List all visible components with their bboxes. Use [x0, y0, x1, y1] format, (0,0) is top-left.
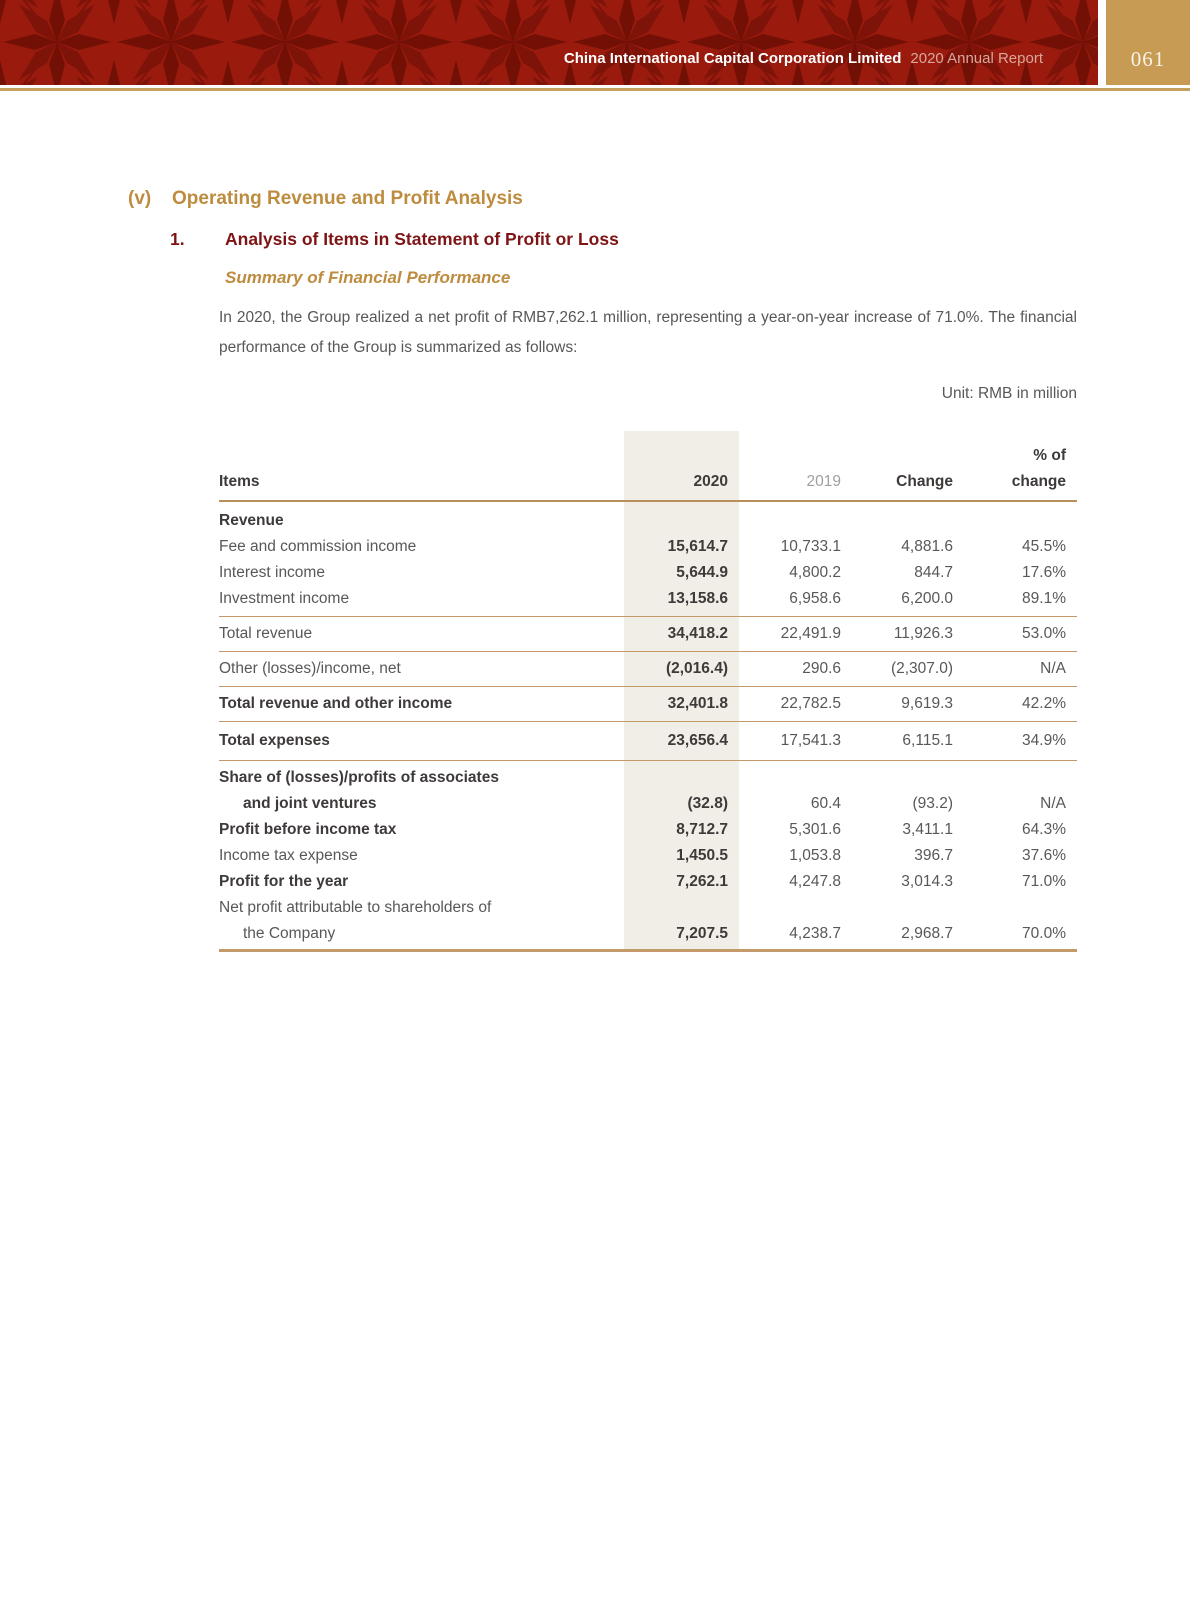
value-change: (2,307.0) [890, 660, 953, 677]
value-2020: 7,262.1 [624, 869, 739, 895]
value-pct-change: 37.6% [1022, 847, 1066, 864]
item-label: Investment income [219, 590, 350, 607]
value-2019: 4,800.2 [789, 564, 841, 581]
item-label: Other (losses)/income, net [219, 660, 401, 677]
value-2020: 8,712.7 [624, 817, 739, 843]
page-header-band [0, 0, 1098, 85]
value-2020: 13,158.6 [624, 586, 739, 616]
value-2019: 4,247.8 [789, 873, 841, 890]
header-titles [0, 0, 1098, 85]
col-header-items: Items [219, 473, 260, 490]
unit-note: Unit: RMB in million [941, 385, 1077, 402]
table-row [219, 687, 1077, 722]
value-pct-change: 71.0% [1022, 873, 1066, 890]
value-2020: 7,207.5 [624, 895, 739, 949]
intro-paragraph: In 2020, the Group realized a net profit of RMB7,262.1 million, representing a year-on-year increase of 71.0%. The financial performance of the Group is summarized as follows: [219, 309, 1077, 356]
value-change: 844.7 [914, 564, 953, 581]
section-title: Operating Revenue and Profit Analysis [172, 188, 523, 209]
table-row [219, 869, 1077, 895]
value-pct-change: 89.1% [1022, 590, 1066, 607]
value-change: 3,014.3 [901, 873, 953, 890]
subsection-title: Analysis of Items in Statement of Profit or Loss [225, 229, 619, 249]
value-change: 3,411.1 [902, 821, 953, 838]
subsection-marker: 1. [170, 229, 185, 249]
item-label: Revenue [219, 512, 284, 529]
value-pct-change: 64.3% [1022, 821, 1066, 838]
item-label: Income tax expense [219, 847, 358, 864]
table-row [219, 502, 1077, 534]
value-pct-change [953, 502, 1077, 534]
value-2019: 60.4 [810, 795, 841, 812]
value-pct-change: 17.6% [1022, 564, 1066, 581]
value-pct-change: 34.9% [1022, 732, 1066, 749]
item-label: Fee and commission income [219, 538, 417, 555]
table-row [219, 586, 1077, 617]
value-2020: (32.8) [624, 761, 739, 817]
section-marker: (v) [128, 188, 152, 209]
value-2020: 5,644.9 [624, 560, 739, 586]
table-row [219, 843, 1077, 869]
value-change: 11,926.3 [893, 625, 953, 642]
header-divider-rule [0, 88, 1190, 91]
table-row [219, 761, 1077, 817]
value-2020: 32,401.8 [624, 687, 739, 721]
summary-subheading: Summary of Financial Performance [225, 268, 511, 287]
table-row [219, 722, 1077, 761]
subsection-heading [170, 227, 1190, 251]
col-header-2019: 2019 [806, 473, 841, 490]
value-2019: 5,301.6 [789, 821, 841, 838]
value-2020: 1,450.5 [624, 843, 739, 869]
col-header-2020: 2020 [624, 431, 739, 500]
company-name: China International Capital Corporation Limited [563, 50, 902, 67]
value-change: 2,968.7 [901, 925, 953, 942]
page-number-box [1106, 0, 1190, 85]
item-label: Net profit attributable to shareholders of the Company [219, 899, 492, 942]
value-pct-change: N/A [1040, 660, 1066, 677]
value-change: 396.7 [914, 847, 953, 864]
value-pct-change: 53.0% [1022, 625, 1066, 642]
table-row [219, 895, 1077, 952]
table-row [219, 560, 1077, 586]
report-title: 2020 Annual Report [910, 50, 1043, 67]
value-pct-change: N/A [1040, 795, 1066, 812]
value-change: 9,619.3 [901, 695, 953, 712]
financial-performance-table [219, 431, 1077, 952]
item-label: Profit before income tax [219, 821, 397, 838]
value-2020 [624, 502, 739, 534]
table-header-row [219, 431, 1077, 502]
value-change: 6,200.0 [901, 590, 953, 607]
value-change: 4,881.6 [901, 538, 953, 555]
value-2020: 34,418.2 [624, 617, 739, 651]
section-heading [128, 186, 1190, 212]
value-2019: 4,238.7 [789, 925, 841, 942]
table-row [219, 817, 1077, 843]
value-2020: (2,016.4) [624, 652, 739, 686]
value-2019: 17,541.3 [780, 732, 841, 749]
value-2019: 22,491.9 [780, 625, 841, 642]
item-label: Share of (losses)/profits of associates and joint ventures [219, 769, 499, 812]
value-2019: 22,782.5 [780, 695, 841, 712]
value-2019: 6,958.6 [789, 590, 841, 607]
value-change: (93.2) [912, 795, 953, 812]
value-change: 6,115.1 [902, 732, 953, 749]
col-header-change: Change [896, 473, 953, 490]
col-header-pct-change: % of change [1011, 447, 1066, 490]
value-2019: 290.6 [802, 660, 841, 677]
value-2020: 23,656.4 [624, 722, 739, 760]
item-label: Interest income [219, 564, 325, 581]
page-number: 061 [1130, 47, 1166, 71]
value-2019 [739, 502, 841, 534]
table-row [219, 652, 1077, 687]
value-pct-change: 42.2% [1022, 695, 1066, 712]
item-label: Total expenses [219, 732, 330, 749]
table-row [219, 534, 1077, 560]
value-change [841, 502, 953, 534]
value-2020: 15,614.7 [624, 534, 739, 560]
value-2019: 10,733.1 [780, 538, 841, 555]
value-pct-change: 70.0% [1022, 925, 1066, 942]
item-label: Profit for the year [219, 873, 349, 890]
table-row [219, 617, 1077, 652]
value-2019: 1,053.8 [789, 847, 841, 864]
item-label: Total revenue [219, 625, 313, 642]
item-label: Total revenue and other income [219, 695, 453, 712]
value-pct-change: 45.5% [1022, 538, 1066, 555]
